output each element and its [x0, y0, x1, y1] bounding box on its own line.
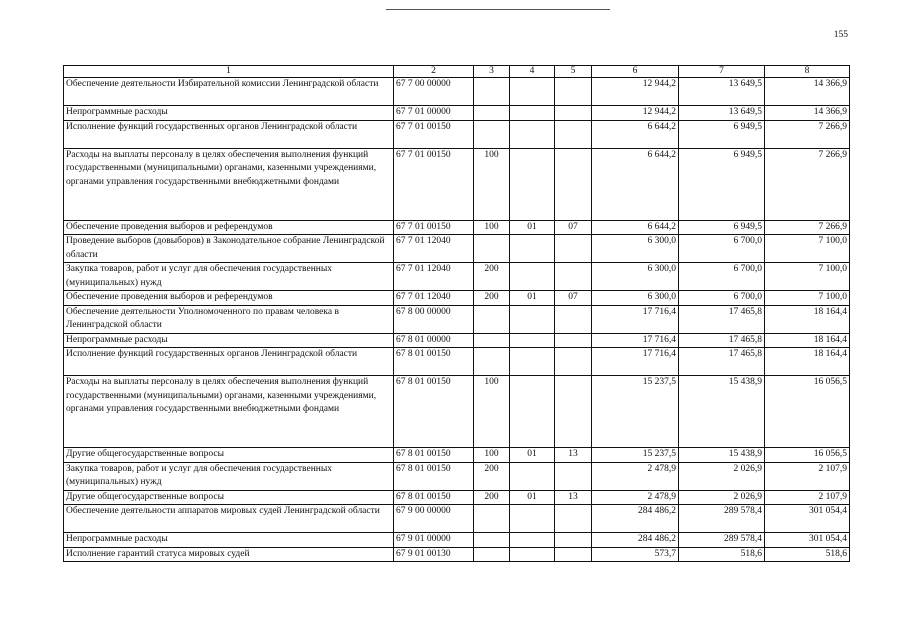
row-value-col6-cell: 573,7 [592, 547, 679, 562]
row-col5-cell [555, 462, 592, 490]
row-value-col6-cell: 6 644,2 [592, 120, 679, 148]
row-name-cell: Обеспечение деятельности аппаратов мировых судей Ленинградской области [64, 505, 394, 533]
row-value-col6-cell: 6 300,0 [592, 235, 679, 263]
row-col4-cell [510, 547, 555, 562]
row-value-col7-cell: 15 438,9 [679, 448, 765, 463]
row-col3-cell: 100 [474, 148, 510, 220]
row-col4-cell: 01 [510, 291, 555, 306]
row-col3-cell [474, 533, 510, 548]
row-value-col6-cell: 6 300,0 [592, 263, 679, 291]
row-code-cell: 67 8 01 00000 [394, 333, 474, 348]
row-value-col8-cell: 7 100,0 [765, 263, 850, 291]
row-value-col8-cell: 7 266,9 [765, 120, 850, 148]
table-row [64, 148, 850, 220]
row-value-col6-cell: 2 478,9 [592, 490, 679, 505]
row-col3-cell: 200 [474, 490, 510, 505]
row-col5-cell: 13 [555, 490, 592, 505]
table-row [64, 490, 850, 505]
row-name-cell: Исполнение функций государственных органов Ленинградской области [64, 348, 394, 376]
row-code-cell: 67 7 01 12040 [394, 263, 474, 291]
row-name-cell: Расходы на выплаты персоналу в целях обеспечения выполнения функций государственными (муниципальными) органами, казенными учреждениями, органами управления государственными внебюджетными фондами [64, 376, 394, 448]
row-value-col8-cell: 18 164,4 [765, 305, 850, 333]
row-col3-cell: 100 [474, 448, 510, 463]
row-value-col6-cell: 12 944,2 [592, 78, 679, 106]
row-col5-cell: 07 [555, 291, 592, 306]
row-col3-cell [474, 305, 510, 333]
row-col5-cell [555, 78, 592, 106]
row-col3-cell [474, 78, 510, 106]
row-col3-cell [474, 333, 510, 348]
header-cell: 5 [555, 66, 592, 78]
row-name-cell: Другие общегосударственные вопросы [64, 448, 394, 463]
row-value-col6-cell: 17 716,4 [592, 305, 679, 333]
row-col5-cell: 13 [555, 448, 592, 463]
row-value-col7-cell: 6 700,0 [679, 291, 765, 306]
row-value-col8-cell: 14 366,9 [765, 78, 850, 106]
row-col3-cell: 200 [474, 263, 510, 291]
table-row [64, 505, 850, 533]
row-value-col8-cell: 7 100,0 [765, 291, 850, 306]
row-col4-cell [510, 305, 555, 333]
row-col3-cell: 100 [474, 376, 510, 448]
row-col3-cell [474, 120, 510, 148]
row-col4-cell: 01 [510, 448, 555, 463]
row-col4-cell [510, 235, 555, 263]
row-col3-cell: 200 [474, 462, 510, 490]
row-col5-cell [555, 106, 592, 121]
row-value-col8-cell: 18 164,4 [765, 348, 850, 376]
row-col5-cell [555, 148, 592, 220]
row-code-cell: 67 8 01 00150 [394, 376, 474, 448]
header-cell: 4 [510, 66, 555, 78]
row-name-cell: Непрограммные расходы [64, 333, 394, 348]
row-value-col7-cell: 289 578,4 [679, 505, 765, 533]
row-code-cell: 67 9 00 00000 [394, 505, 474, 533]
row-name-cell: Обеспечение деятельности Уполномоченного по правам человека в Ленинградской области [64, 305, 394, 333]
row-col4-cell [510, 120, 555, 148]
row-name-cell: Закупка товаров, работ и услуг для обеспечения государственных (муниципальных) нужд [64, 462, 394, 490]
row-col4-cell: 01 [510, 490, 555, 505]
row-value-col6-cell: 17 716,4 [592, 348, 679, 376]
row-value-col7-cell: 6 949,5 [679, 120, 765, 148]
row-col4-cell [510, 462, 555, 490]
header-cell: 3 [474, 66, 510, 78]
row-value-col8-cell: 301 054,4 [765, 533, 850, 548]
table-row [64, 78, 850, 106]
table-row [64, 120, 850, 148]
row-col5-cell [555, 263, 592, 291]
table-row [64, 235, 850, 263]
table-row [64, 533, 850, 548]
row-code-cell: 67 8 01 00150 [394, 462, 474, 490]
row-col4-cell [510, 106, 555, 121]
table-row [64, 448, 850, 463]
row-code-cell: 67 9 01 00000 [394, 533, 474, 548]
row-col4-cell [510, 148, 555, 220]
header-cell: 6 [592, 66, 679, 78]
budget-table [63, 65, 850, 562]
row-value-col6-cell: 6 644,2 [592, 148, 679, 220]
row-value-col7-cell: 6 949,5 [679, 220, 765, 235]
row-value-col7-cell: 13 649,5 [679, 78, 765, 106]
row-value-col6-cell: 2 478,9 [592, 462, 679, 490]
table-row [64, 106, 850, 121]
row-name-cell: Исполнение функций государственных органов Ленинградской области [64, 120, 394, 148]
row-value-col8-cell: 7 266,9 [765, 220, 850, 235]
row-value-col6-cell: 6 644,2 [592, 220, 679, 235]
row-name-cell: Обеспечение деятельности Избирательной комиссии Ленинградской области [64, 78, 394, 106]
row-name-cell: Непрограммные расходы [64, 106, 394, 121]
row-name-cell: Обеспечение проведения выборов и референдумов [64, 220, 394, 235]
row-col5-cell [555, 533, 592, 548]
row-value-col7-cell: 6 700,0 [679, 235, 765, 263]
row-col4-cell [510, 263, 555, 291]
row-value-col7-cell: 2 026,9 [679, 462, 765, 490]
row-col4-cell [510, 505, 555, 533]
row-col5-cell [555, 333, 592, 348]
row-value-col6-cell: 17 716,4 [592, 333, 679, 348]
row-value-col6-cell: 15 237,5 [592, 448, 679, 463]
row-col3-cell [474, 547, 510, 562]
row-col4-cell [510, 376, 555, 448]
row-code-cell: 67 8 01 00150 [394, 490, 474, 505]
row-col5-cell [555, 235, 592, 263]
row-col5-cell: 07 [555, 220, 592, 235]
table-row [64, 291, 850, 306]
row-name-cell: Расходы на выплаты персоналу в целях обеспечения выполнения функций государственными (муниципальными) органами, казенными учреждениями, органами управления государственными внебюджетными фондами [64, 148, 394, 220]
row-code-cell: 67 7 01 00150 [394, 220, 474, 235]
row-code-cell: 67 7 01 00150 [394, 120, 474, 148]
table-row [64, 220, 850, 235]
row-value-col8-cell: 18 164,4 [765, 333, 850, 348]
table-row [64, 462, 850, 490]
header-cell: 1 [64, 66, 394, 78]
row-col3-cell [474, 348, 510, 376]
row-col3-cell [474, 235, 510, 263]
row-value-col7-cell: 17 465,8 [679, 333, 765, 348]
row-value-col7-cell: 13 649,5 [679, 106, 765, 121]
row-value-col7-cell: 17 465,8 [679, 348, 765, 376]
row-value-col7-cell: 15 438,9 [679, 376, 765, 448]
row-col3-cell [474, 106, 510, 121]
row-value-col8-cell: 2 107,9 [765, 490, 850, 505]
row-col4-cell: 01 [510, 220, 555, 235]
header-cell: 7 [679, 66, 765, 78]
table-row [64, 305, 850, 333]
row-code-cell: 67 7 00 00000 [394, 78, 474, 106]
row-value-col8-cell: 7 266,9 [765, 148, 850, 220]
top-rule [386, 0, 610, 10]
table-row [64, 333, 850, 348]
row-value-col8-cell: 14 366,9 [765, 106, 850, 121]
row-value-col8-cell: 301 054,4 [765, 505, 850, 533]
row-value-col6-cell: 15 237,5 [592, 376, 679, 448]
row-col5-cell [555, 120, 592, 148]
row-value-col7-cell: 17 465,8 [679, 305, 765, 333]
row-col5-cell [555, 505, 592, 533]
row-code-cell: 67 7 01 00150 [394, 148, 474, 220]
table-row [64, 376, 850, 448]
row-value-col7-cell: 518,6 [679, 547, 765, 562]
row-col4-cell [510, 533, 555, 548]
row-name-cell: Обеспечение проведения выборов и референдумов [64, 291, 394, 306]
row-value-col8-cell: 16 056,5 [765, 376, 850, 448]
row-col4-cell [510, 78, 555, 106]
row-value-col7-cell: 289 578,4 [679, 533, 765, 548]
row-name-cell: Другие общегосударственные вопросы [64, 490, 394, 505]
row-value-col6-cell: 6 300,0 [592, 291, 679, 306]
row-value-col7-cell: 6 949,5 [679, 148, 765, 220]
header-cell: 2 [394, 66, 474, 78]
row-col3-cell [474, 505, 510, 533]
row-col4-cell [510, 348, 555, 376]
row-col5-cell [555, 547, 592, 562]
row-value-col8-cell: 2 107,9 [765, 462, 850, 490]
row-value-col6-cell: 12 944,2 [592, 106, 679, 121]
row-name-cell: Непрограммные расходы [64, 533, 394, 548]
row-name-cell: Исполнение гарантий статуса мировых судей [64, 547, 394, 562]
row-value-col8-cell: 7 100,0 [765, 235, 850, 263]
table-row [64, 348, 850, 376]
row-col3-cell: 200 [474, 291, 510, 306]
table-row [64, 547, 850, 562]
row-value-col7-cell: 6 700,0 [679, 263, 765, 291]
row-name-cell: Проведение выборов (довыборов) в Законодательное собрание Ленинградской области [64, 235, 394, 263]
row-col5-cell [555, 305, 592, 333]
row-col5-cell [555, 348, 592, 376]
row-code-cell: 67 7 01 12040 [394, 291, 474, 306]
row-code-cell: 67 8 00 00000 [394, 305, 474, 333]
row-code-cell: 67 8 01 00150 [394, 348, 474, 376]
row-col3-cell: 100 [474, 220, 510, 235]
table-row [64, 263, 850, 291]
header-row [64, 66, 850, 78]
row-code-cell: 67 9 01 00130 [394, 547, 474, 562]
row-code-cell: 67 8 01 00150 [394, 448, 474, 463]
row-value-col6-cell: 284 486,2 [592, 533, 679, 548]
row-value-col6-cell: 284 486,2 [592, 505, 679, 533]
header-cell: 8 [765, 66, 850, 78]
page-number: 155 [833, 30, 848, 40]
row-value-col8-cell: 16 056,5 [765, 448, 850, 463]
row-value-col7-cell: 2 026,9 [679, 490, 765, 505]
row-value-col8-cell: 518,6 [765, 547, 850, 562]
row-code-cell: 67 7 01 12040 [394, 235, 474, 263]
row-col4-cell [510, 333, 555, 348]
row-code-cell: 67 7 01 00000 [394, 106, 474, 121]
row-name-cell: Закупка товаров, работ и услуг для обеспечения государственных (муниципальных) нужд [64, 263, 394, 291]
row-col5-cell [555, 376, 592, 448]
